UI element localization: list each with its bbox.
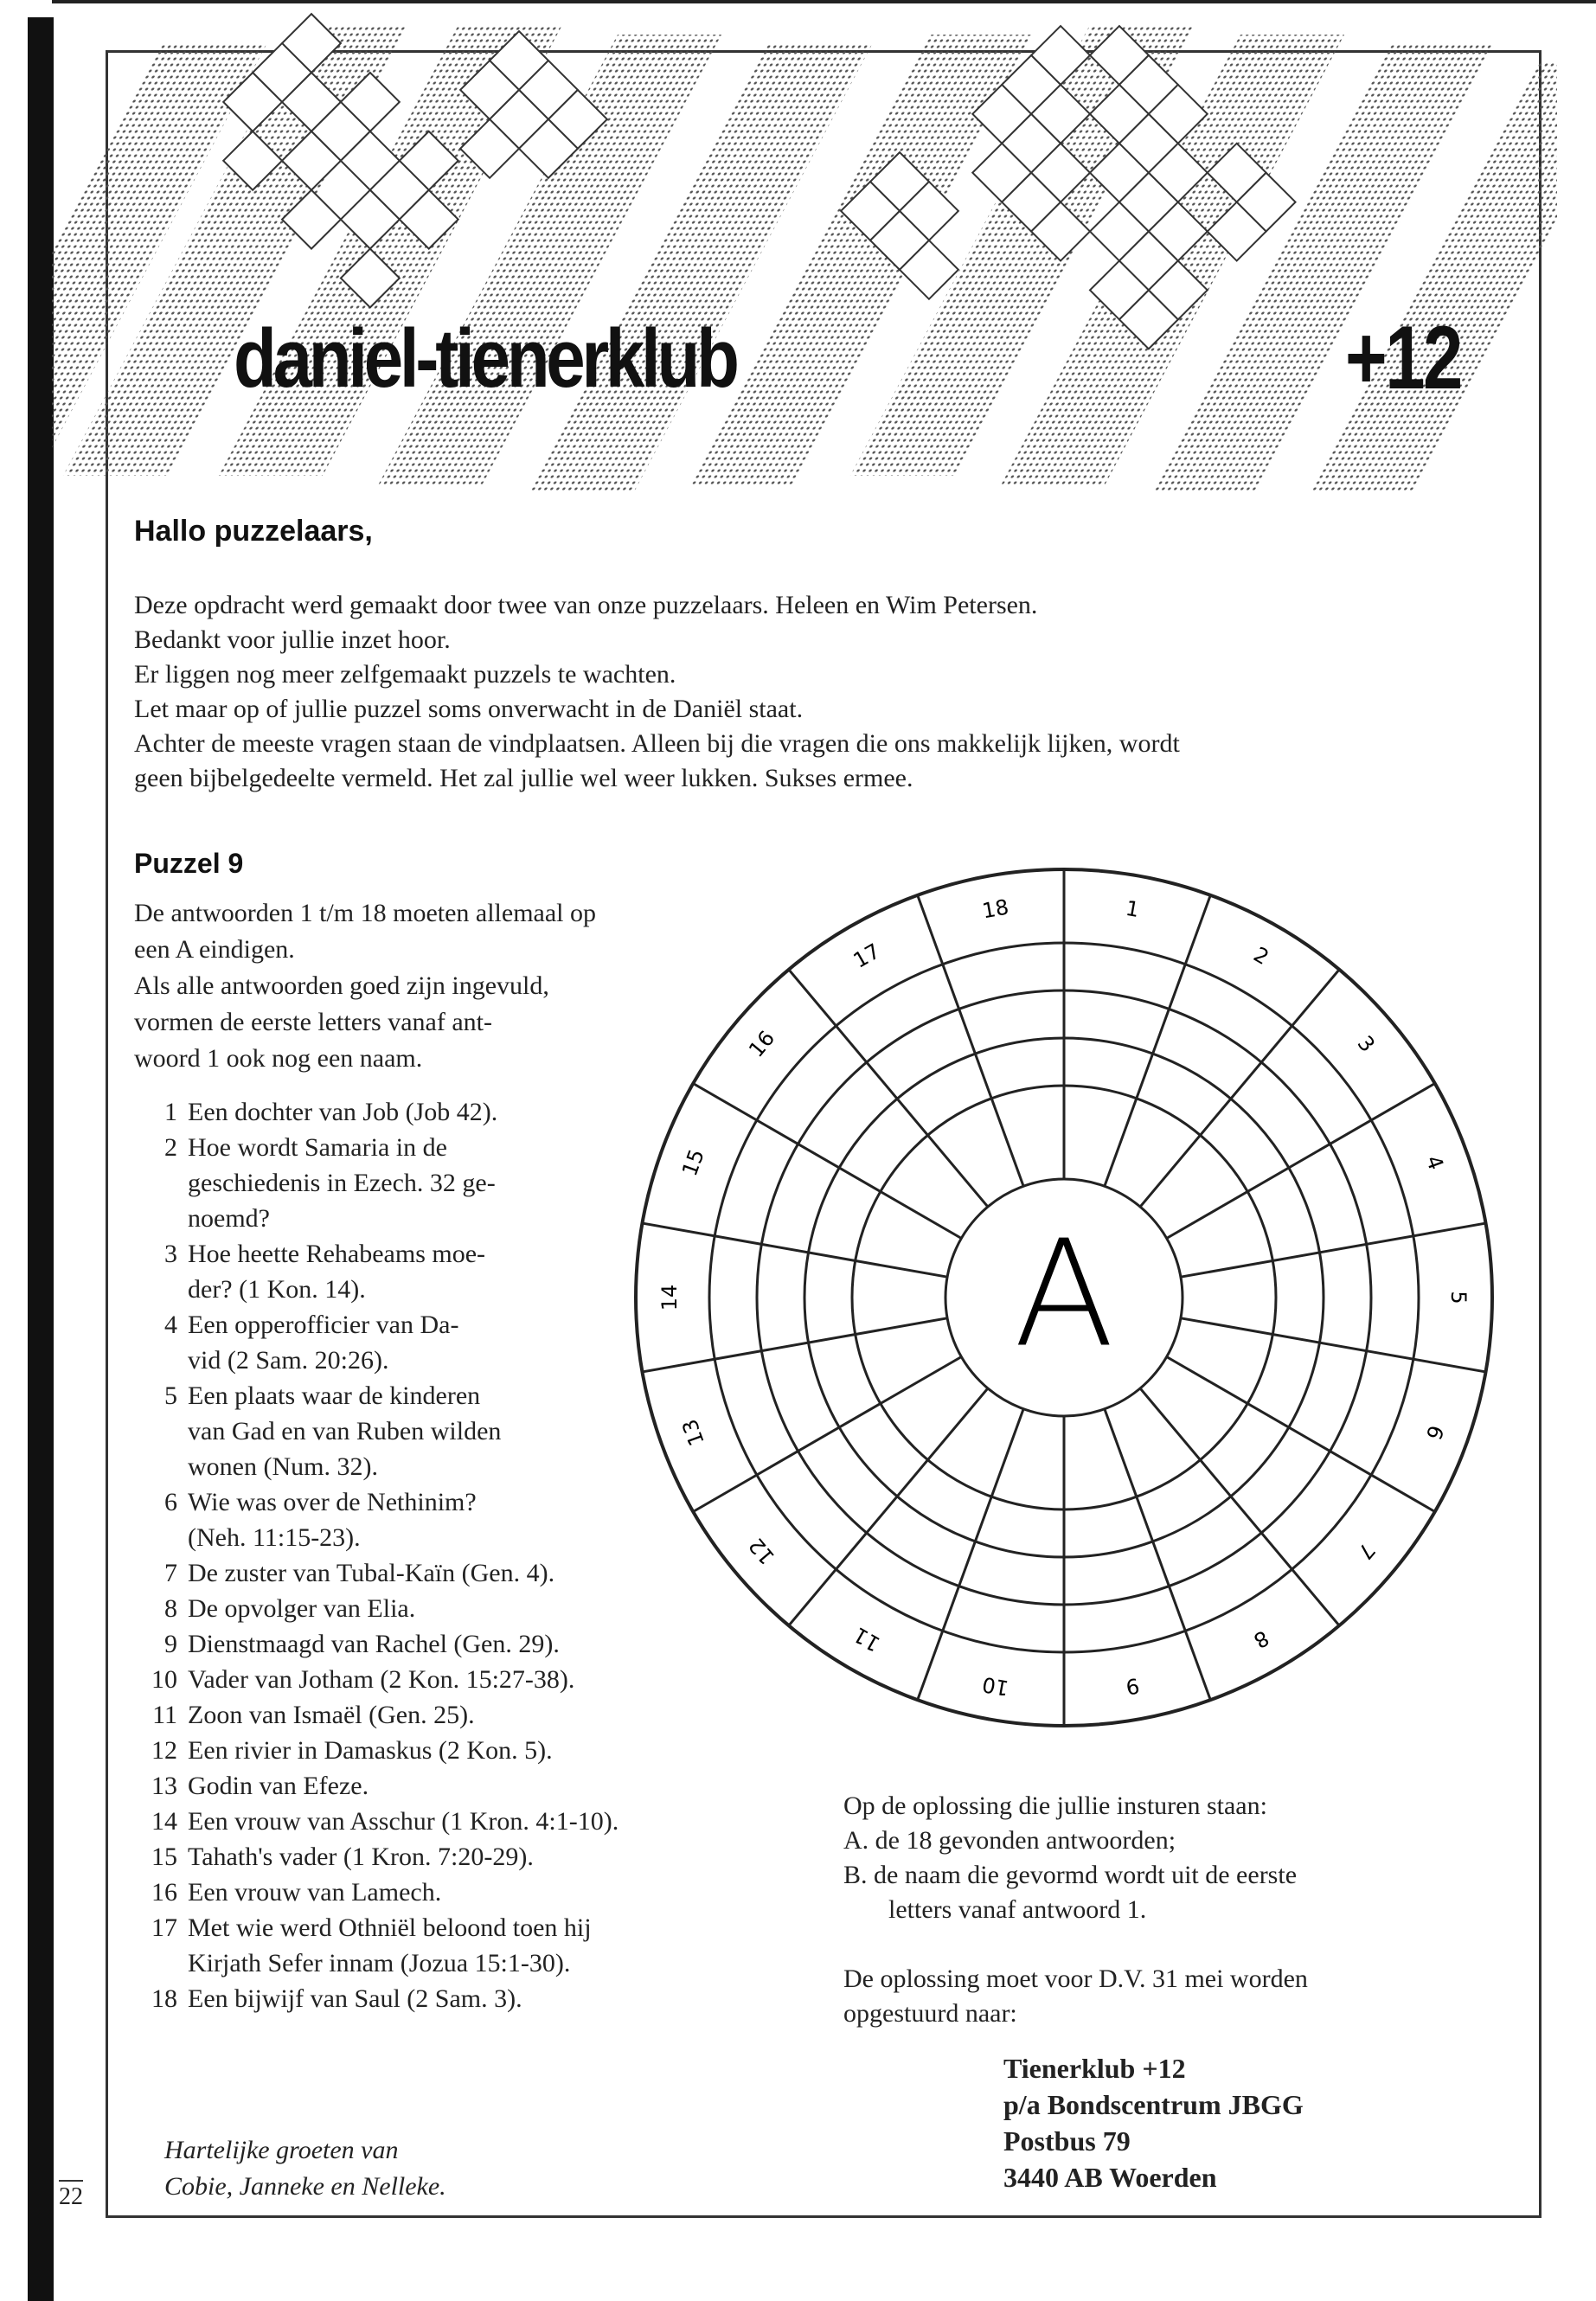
signoff bbox=[164, 2132, 446, 2205]
question-text bbox=[177, 1626, 560, 1662]
question-line: vid (2 Sam. 20:26). bbox=[188, 1346, 389, 1375]
question-line: der? (1 Kon. 14). bbox=[188, 1275, 366, 1304]
grid-number: 5 bbox=[1446, 1291, 1471, 1304]
question-text bbox=[177, 1591, 415, 1626]
puzzle-intro-line: Als alle antwoorden goed zijn ingevuld, bbox=[134, 971, 549, 1000]
question-line: geschiedenis in Ezech. 32 ge- bbox=[188, 1169, 496, 1197]
question-line: Dienstmaagd van Rachel (Gen. 29). bbox=[188, 1630, 560, 1658]
solution-item-a: A. de 18 gevonden antwoorden; bbox=[843, 1826, 1176, 1855]
solution-instructions bbox=[843, 1789, 1518, 2031]
circular-puzzle-grid bbox=[619, 843, 1509, 1752]
question-line: Met wie werd Othniël beloond toen hij bbox=[188, 1913, 592, 1942]
puzzle-intro-line: De antwoorden 1 t/m 18 moeten allemaal op bbox=[134, 899, 597, 927]
address-line: p/a Bondscentrum JBGG bbox=[1003, 2089, 1304, 2120]
question-text bbox=[177, 1839, 534, 1875]
page-number: 22 bbox=[59, 2180, 83, 2211]
question-line: Een bijwijf van Saul (2 Sam. 3). bbox=[188, 1984, 522, 2013]
question-number: 15 bbox=[151, 1843, 177, 1871]
signoff-line: Hartelijke groeten van bbox=[164, 2136, 399, 2164]
grid-spoke bbox=[1167, 1084, 1435, 1239]
question-line: Een vrouw van Asschur (1 Kron. 4:1-10). bbox=[188, 1807, 619, 1836]
question-text bbox=[177, 1094, 497, 1130]
question-number: 3 bbox=[164, 1240, 177, 1268]
address-line: Tienerklub +12 bbox=[1003, 2053, 1186, 2084]
question-line: Een vrouw van Lamech. bbox=[188, 1878, 442, 1907]
question-item bbox=[143, 1804, 748, 1839]
question-text bbox=[177, 1697, 475, 1733]
solution-item-b-cont: letters vanaf antwoord 1. bbox=[888, 1895, 1147, 1924]
question-line: noemd? bbox=[188, 1204, 270, 1233]
question-text bbox=[177, 1555, 554, 1591]
question-number: 8 bbox=[164, 1594, 177, 1623]
question-text bbox=[177, 1733, 553, 1768]
grid-spoke bbox=[643, 1318, 948, 1372]
center-letter: A bbox=[1013, 1208, 1115, 1381]
intro-line: Deze opdracht werd gemaakt door twee van onze puzzelaars. Heleen en Wim Petersen. bbox=[134, 591, 1038, 619]
question-text bbox=[177, 1236, 485, 1307]
question-number: 5 bbox=[164, 1381, 177, 1410]
grid-spoke bbox=[693, 1084, 961, 1239]
grid-number: 18 bbox=[980, 894, 1011, 924]
grid-number: 16 bbox=[744, 1026, 780, 1062]
grid-number: 2 bbox=[1249, 942, 1273, 971]
intro-line: Achter de meeste vragen staan de vindplaatsen. Alleen bij die vragen die ons makkelijk lijken, wordt bbox=[134, 729, 1180, 758]
question-line: Godin van Efeze. bbox=[188, 1772, 369, 1800]
solution-item-b: B. de naam die gevormd wordt uit de eerste bbox=[843, 1861, 1298, 1889]
intro-line: Bedankt voor jullie inzet hoor. bbox=[134, 625, 451, 654]
puzzle-wheel bbox=[619, 843, 1509, 1752]
question-item bbox=[143, 1981, 748, 2016]
question-number: 9 bbox=[164, 1630, 177, 1658]
puzzle-intro-line: woord 1 ook nog een naam. bbox=[134, 1044, 423, 1073]
question-line: (Neh. 11:15-23). bbox=[188, 1523, 361, 1552]
grid-number: 1 bbox=[1124, 895, 1142, 923]
question-item bbox=[143, 1768, 748, 1804]
intro-line: Let maar op of jullie puzzel soms onverwacht in de Daniël staat. bbox=[134, 695, 804, 723]
question-line: Een plaats waar de kinderen bbox=[188, 1381, 481, 1410]
question-line: De zuster van Tubal-Kaïn (Gen. 4). bbox=[188, 1559, 555, 1587]
intro-text bbox=[134, 588, 1518, 796]
question-line: Een rivier in Damaskus (2 Kon. 5). bbox=[188, 1736, 553, 1765]
question-item bbox=[143, 1910, 748, 1981]
question-line: wonen (Num. 32). bbox=[188, 1452, 378, 1481]
grid-number: 13 bbox=[677, 1415, 709, 1450]
question-text bbox=[177, 1484, 477, 1555]
question-line: De opvolger van Elia. bbox=[188, 1594, 416, 1623]
club-title: daniel-tienerklub bbox=[234, 312, 736, 405]
grid-number: 9 bbox=[1124, 1672, 1142, 1700]
question-number: 1 bbox=[164, 1098, 177, 1126]
grid-number: 6 bbox=[1420, 1421, 1449, 1443]
grid-spoke bbox=[1167, 1357, 1435, 1512]
grid-number: 8 bbox=[1249, 1625, 1273, 1653]
intro-line: geen bijbelgedeelte vermeld. Het zal jullie wel weer lukken. Sukses ermee. bbox=[134, 764, 913, 792]
question-number: 16 bbox=[151, 1878, 177, 1907]
grid-spoke bbox=[1181, 1223, 1486, 1277]
question-number: 7 bbox=[164, 1559, 177, 1587]
question-line: Een dochter van Job (Job 42). bbox=[188, 1098, 498, 1126]
question-text bbox=[177, 1662, 574, 1697]
question-line: van Gad en van Ruben wilden bbox=[188, 1417, 502, 1445]
grid-number: 17 bbox=[849, 939, 885, 973]
question-number: 6 bbox=[164, 1488, 177, 1516]
grid-number: 11 bbox=[849, 1622, 885, 1657]
grid-spoke bbox=[643, 1223, 948, 1277]
question-line: Zoon van Ismaël (Gen. 25). bbox=[188, 1701, 475, 1729]
deadline-line: opgestuurd naar: bbox=[843, 1999, 1017, 2028]
age-tag: +12 bbox=[1345, 308, 1461, 408]
question-text bbox=[177, 1307, 458, 1378]
question-line: Hoe wordt Samaria in de bbox=[188, 1133, 447, 1162]
signoff-line: Cobie, Janneke en Nelleke. bbox=[164, 2172, 446, 2201]
question-number: 17 bbox=[151, 1913, 177, 1942]
greeting-heading: Hallo puzzelaars, bbox=[134, 515, 373, 548]
question-text bbox=[177, 1910, 592, 1981]
grid-number: 10 bbox=[980, 1671, 1011, 1701]
question-number: 14 bbox=[151, 1807, 177, 1836]
question-text bbox=[177, 1875, 441, 1910]
intro-line: Er liggen nog meer zelfgemaakt puzzels te wachten. bbox=[134, 660, 676, 689]
question-text bbox=[177, 1804, 619, 1839]
puzzle-title: Puzzel 9 bbox=[134, 848, 244, 879]
address-line: Postbus 79 bbox=[1003, 2125, 1131, 2157]
question-number: 18 bbox=[151, 1984, 177, 2013]
address-line: 3440 AB Woerden bbox=[1003, 2162, 1217, 2193]
header-pattern bbox=[52, 9, 1557, 493]
grid-number: 15 bbox=[677, 1145, 709, 1180]
grid-number: 12 bbox=[744, 1533, 780, 1569]
deadline-line: De oplossing moet voor D.V. 31 mei worden bbox=[843, 1965, 1308, 1993]
grid-spoke bbox=[1181, 1318, 1486, 1372]
question-line: Tahath's vader (1 Kron. 7:20-29). bbox=[188, 1843, 534, 1871]
grid-spoke bbox=[693, 1357, 961, 1512]
question-number: 12 bbox=[151, 1736, 177, 1765]
question-number: 10 bbox=[151, 1665, 177, 1694]
question-item bbox=[143, 1839, 748, 1875]
question-text bbox=[177, 1130, 496, 1236]
grid-number: 4 bbox=[1420, 1152, 1449, 1174]
question-line: Vader van Jotham (2 Kon. 15:27-38). bbox=[188, 1665, 575, 1694]
question-line: Wie was over de Nethinim? bbox=[188, 1488, 477, 1516]
question-line: Kirjath Sefer innam (Jozua 15:1-30). bbox=[188, 1949, 571, 1977]
grid-number: 7 bbox=[1352, 1538, 1380, 1564]
puzzle-intro-line: een A eindigen. bbox=[134, 935, 295, 964]
binding-edge bbox=[28, 17, 54, 2301]
question-number: 11 bbox=[152, 1701, 177, 1729]
grid-number: 14 bbox=[657, 1284, 682, 1311]
top-rule bbox=[52, 0, 1596, 3]
question-text bbox=[177, 1981, 522, 2016]
question-item bbox=[143, 1875, 748, 1910]
question-text bbox=[177, 1378, 501, 1484]
question-text bbox=[177, 1768, 369, 1804]
question-number: 4 bbox=[164, 1311, 177, 1339]
question-number: 13 bbox=[151, 1772, 177, 1800]
solution-intro: Op de oplossing die jullie insturen staan: bbox=[843, 1791, 1267, 1820]
puzzle-intro-line: vormen de eerste letters vanaf ant- bbox=[134, 1008, 492, 1036]
mailing-address bbox=[1003, 2050, 1304, 2195]
question-number: 2 bbox=[164, 1133, 177, 1162]
question-line: Een opperofficier van Da- bbox=[188, 1311, 459, 1339]
header-banner bbox=[52, 9, 1557, 493]
grid-number: 3 bbox=[1352, 1031, 1380, 1057]
question-line: Hoe heette Rehabeams moe- bbox=[188, 1240, 486, 1268]
